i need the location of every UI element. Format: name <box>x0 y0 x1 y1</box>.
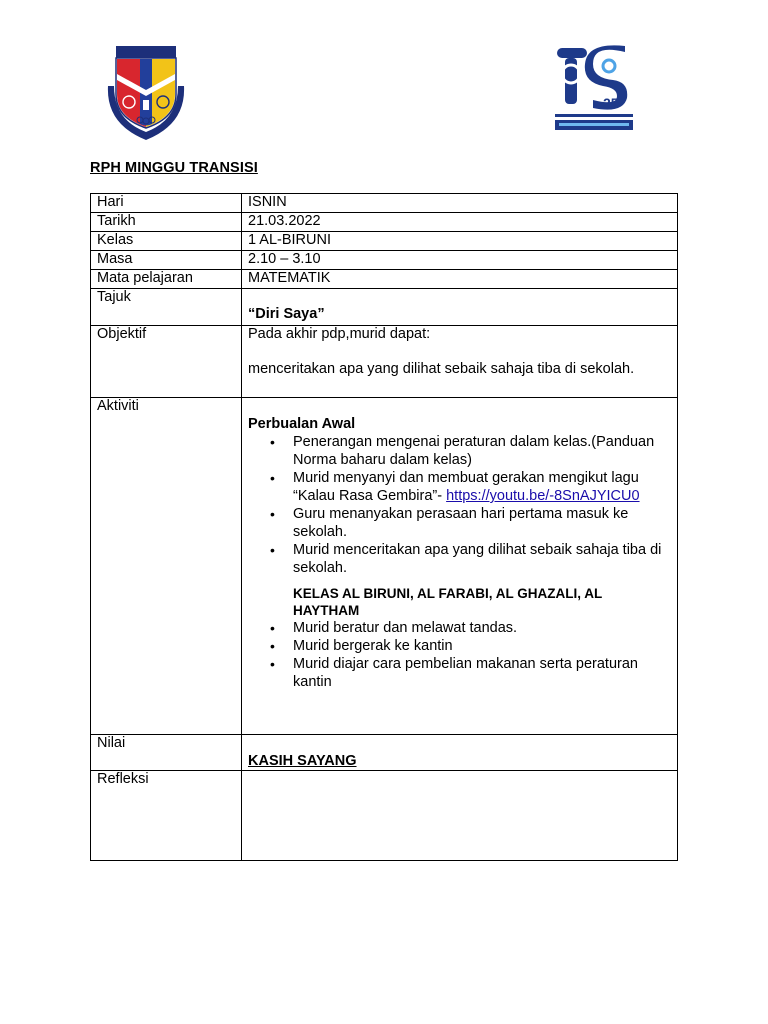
objektif-line-2: menceritakan apa yang dilihat sebaik sahaja tiba di sekolah. <box>248 361 635 377</box>
row-label-nilai: Nilai <box>91 735 242 771</box>
table-row <box>91 771 678 861</box>
row-label-kelas: Kelas <box>91 232 242 251</box>
ts25-logo <box>553 44 635 134</box>
list-item <box>293 469 671 505</box>
row-value-kelas: 1 AL-BIRUNI <box>242 232 678 251</box>
table-row <box>91 270 678 289</box>
row-label-masa: Masa <box>91 251 242 270</box>
aktiviti-heading: Perbualan Awal <box>248 416 356 432</box>
youtube-link[interactable]: https://youtu.be/-8SnAJYICU0 <box>446 488 640 504</box>
list-item: • Guru menanyakan perasaan hari pertama masuk ke sekolah. <box>293 505 671 541</box>
table-row <box>91 326 678 398</box>
table-row <box>91 213 678 232</box>
aktiviti-list <box>248 433 671 577</box>
objektif-line-1: Pada akhir pdp,murid dapat: <box>248 326 431 342</box>
row-label-mata-pelajaran: Mata pelajaran <box>91 270 242 289</box>
table-row <box>91 398 678 735</box>
list-item: • Murid diajar cara pembelian makanan serta peraturan kantin <box>293 655 671 691</box>
row-value-mata-pelajaran: MATEMATIK <box>242 270 678 289</box>
list-item: • Murid bergerak ke kantin <box>293 637 671 655</box>
list-item-text: Murid menyanyi dan membuat gerakan mengikut lagu “Kalau Rasa Gembira”- <box>293 470 639 504</box>
row-label-objektif: Objektif <box>91 326 242 398</box>
school-crest-logo <box>104 44 188 142</box>
aktiviti-list-2 <box>248 619 671 691</box>
row-label-hari: Hari <box>91 194 242 213</box>
nilai-text: KASIH SAYANG <box>248 753 357 769</box>
row-value-aktiviti <box>242 398 678 735</box>
list-item: • Murid menceritakan apa yang dilihat sebaik sahaja tiba di sekolah. <box>293 541 671 577</box>
document-title: RPH MINGGU TRANSISI <box>90 160 258 176</box>
table-row <box>91 289 678 326</box>
row-value-hari: ISNIN <box>242 194 678 213</box>
row-value-tarikh: 21.03.2022 <box>242 213 678 232</box>
row-value-refleksi <box>242 771 678 861</box>
kelas-subheading: KELAS AL BIRUNI, AL FARABI, AL GHAZALI, AL HAYTHAM <box>293 586 603 618</box>
table-row <box>91 735 678 771</box>
row-label-tajuk: Tajuk <box>91 289 242 326</box>
row-value-masa: 2.10 – 3.10 <box>242 251 678 270</box>
list-item: • Murid beratur dan melawat tandas. <box>293 619 671 637</box>
row-value-tajuk <box>242 289 678 326</box>
svg-text:25: 25 <box>603 95 619 111</box>
list-item: • Penerangan mengenai peraturan dalam kelas.(Panduan Norma baharu dalam kelas) <box>293 433 671 469</box>
table-row <box>91 251 678 270</box>
row-value-nilai <box>242 735 678 771</box>
row-label-refleksi: Refleksi <box>91 771 242 861</box>
row-label-tarikh: Tarikh <box>91 213 242 232</box>
row-label-aktiviti: Aktiviti <box>91 398 242 735</box>
tajuk-text: “Diri Saya” <box>248 306 325 322</box>
table-row <box>91 232 678 251</box>
rph-table <box>90 193 678 861</box>
table-row <box>91 194 678 213</box>
row-value-objektif <box>242 326 678 398</box>
